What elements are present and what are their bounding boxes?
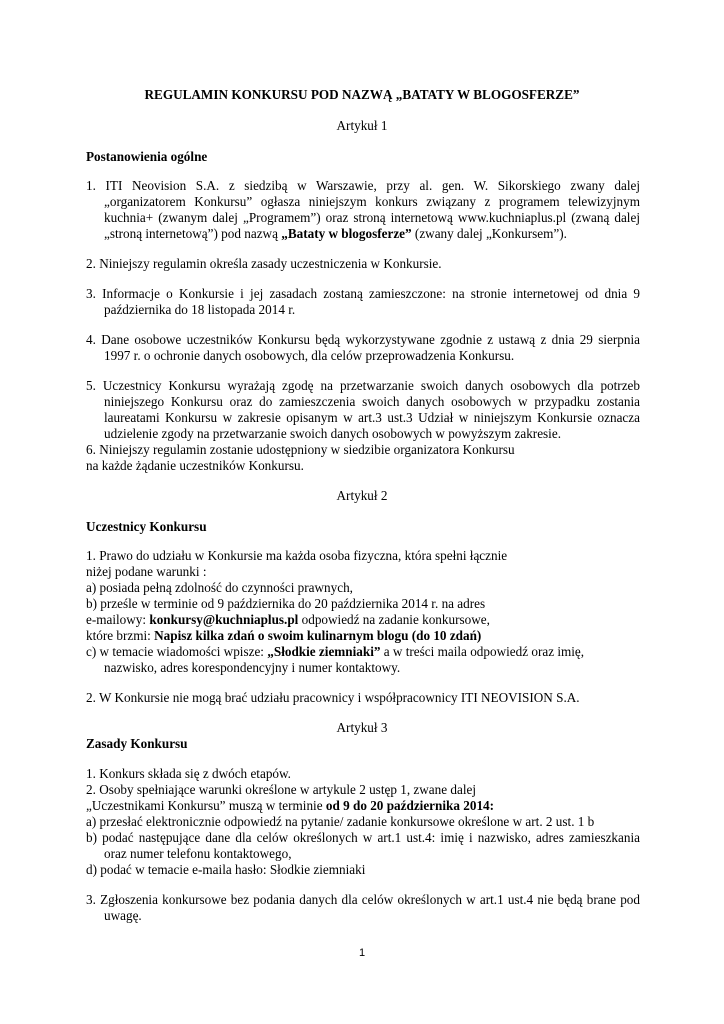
art3-p3-line2: uwagę. — [104, 908, 142, 923]
email-subject: „Słodkie ziemniaki” — [267, 644, 381, 659]
text-run: a w treści maila odpowiedź oraz imię, — [380, 644, 585, 659]
art2-p1-item-c-line2: nazwisko, adres korespondencyjny i numer kontaktowy. — [104, 660, 401, 675]
art1-p4-line1: 4. Dane osobowe uczestników Konkursu będą wykorzystywane zgodnie z ustawą z dnia 29 sierpnia — [86, 332, 640, 347]
text-run: które brzmi: — [86, 628, 155, 643]
art1-p1-line4 — [104, 226, 567, 242]
art2-p1-line1: 1. Prawo do udziału w Konkursie ma każda osoba fizyczna, która spełni łącznie — [86, 548, 508, 563]
art1-p1-line3: kuchnia+ (zwanym dalej „Programem”) oraz stroną internetową www.kuchniaplus.pl (zwaną dalej — [104, 210, 640, 225]
contest-task: Napisz kilka zdań o swoim kulinarnym blogu (do 10 zdań) — [154, 628, 482, 643]
art1-p5-line3: laureatami Konkursu w zakresie opisanym w art.3 ust.3 Udział w niniejszym Konkursie oznacza — [104, 410, 640, 425]
art2-p2: 2. W Konkursie nie mogą brać udziału pracownicy i współpracownicy ITI NEOVISION S.A. — [86, 690, 580, 705]
section-heading-participants: Uczestnicy Konkursu — [86, 519, 207, 534]
text-run: e-mailowy: — [86, 612, 150, 627]
art3-p3-line1: 3. Zgłoszenia konkursowe bez podania danych dla celów określonych w art.1 ust.4 nie będą brane pod — [86, 892, 640, 907]
page-number: 1 — [358, 947, 366, 959]
art3-p2-item-b-line2: oraz numer telefonu kontaktowego, — [104, 846, 292, 861]
art2-p1-line2: niżej podane warunki : — [86, 564, 207, 579]
text-run: „stroną internetową”) pod nazwą — [104, 226, 282, 241]
art3-p2-line2 — [86, 798, 494, 814]
art1-p5-line2: niniejszego Konkursu oraz do zamieszczenia swoich danych osobowych w przypadku zostania — [104, 394, 640, 409]
art3-p1: 1. Konkurs składa się z dwóch etapów. — [86, 766, 291, 781]
art2-p1-item-c-line1 — [86, 644, 640, 660]
art2-p1-item-b-line2 — [86, 612, 490, 628]
section-heading-contest-rules: Zasady Konkursu — [86, 736, 188, 751]
text-run: (zwany dalej „Konkursem”). — [411, 226, 567, 241]
text-run: odpowiedź na zadanie konkursowe, — [298, 612, 490, 627]
art1-p1-line2: „organizatorem Konkursu” ogłasza niniejszym konkurs związany z programem telewizyjnym — [104, 194, 640, 209]
art3-p2-line1: 2. Osoby spełniające warunki określone w artykule 2 ustęp 1, zwane dalej — [86, 782, 477, 797]
text-run: „Uczestnikami Konkursu” muszą w terminie — [86, 798, 326, 813]
submission-period: od 9 do 20 października 2014: — [325, 798, 495, 813]
art1-p5-line4: udzielenie zgody na przetwarzanie swoich danych osobowych w powyższym zakresie. — [104, 426, 561, 441]
art1-p3-line1: 3. Informacje o Konkursie i jej zasadach zostaną zamieszczone: na stronie internetowej od dnia 9 — [86, 286, 640, 301]
art1-p4-line2: 1997 r. o ochronie danych osobowych, dla celów przeprowadzenia Konkursu. — [104, 348, 515, 363]
art1-p6-line1: 6. Niniejszy regulamin zostanie udostępniony w siedzibie organizatora Konkursu — [86, 442, 515, 457]
document-title: REGULAMIN KONKURSU POD NAZWĄ „BATATY W BLOGOSFERZE” — [144, 87, 580, 102]
art1-p2: 2. Niniejszy regulamin określa zasady uczestniczenia w Konkursie. — [86, 256, 442, 271]
art1-p1-line1: 1. ITI Neovision S.A. z siedzibą w Warszawie, przy al. gen. W. Sikorskiego zwany dalej — [86, 178, 640, 193]
article-3-heading: Artykuł 3 — [336, 720, 388, 735]
article-1-heading: Artykuł 1 — [336, 118, 388, 133]
art1-p3-line2: października do 18 listopada 2014 r. — [104, 302, 296, 317]
art2-p1-item-a: a) posiada pełną zdolność do czynności prawnych, — [86, 580, 353, 595]
art1-p5-line1: 5. Uczestnicy Konkursu wyrażają zgodę na przetwarzanie swoich danych osobowych dla potrzeb — [86, 378, 640, 393]
art2-p1-item-b-line1: b) prześle w terminie od 9 października do 20 października 2014 r. na adres — [86, 596, 486, 611]
art3-p2-item-a: a) przesłać elektronicznie odpowiedź na pytanie/ zadanie konkursowe określone w art. 2 ust. 1 b — [86, 814, 595, 829]
article-2-heading: Artykuł 2 — [336, 488, 388, 503]
contest-name: „Bataty w blogosferze” — [281, 226, 412, 241]
contest-email: konkursy@kuchniaplus.pl — [149, 612, 299, 627]
section-heading-general-provisions: Postanowienia ogólne — [86, 149, 208, 164]
art3-p2-item-b-line1: b) podać następujące dane dla celów określonych w art.1 ust.4: imię i nazwisko, adres zamieszkania — [86, 830, 640, 845]
art3-p2-item-d: d) podać w temacie e-maila hasło: Słodkie ziemniaki — [86, 862, 366, 877]
art1-p6-line2: na każde żądanie uczestników Konkursu. — [86, 458, 304, 473]
text-run: c) w temacie wiadomości wpisze: — [86, 644, 268, 659]
art2-p1-item-b-line3 — [86, 628, 481, 644]
